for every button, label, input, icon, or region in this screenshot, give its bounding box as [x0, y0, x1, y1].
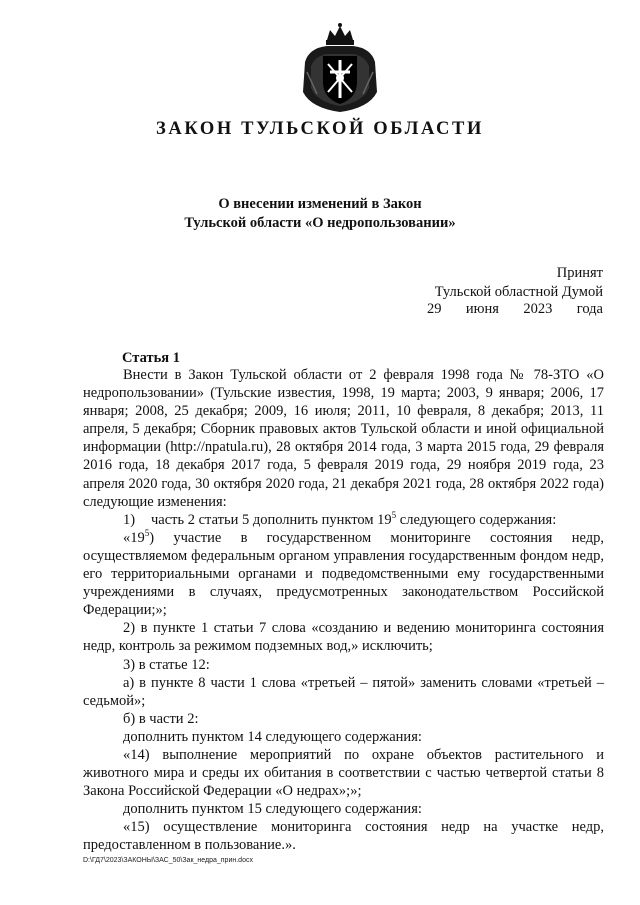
item-3: 3) в статье 12: — [123, 656, 210, 673]
article-heading: Статья 1 — [122, 350, 180, 366]
add-point-14: дополнить пунктом 14 следующего содержания: — [123, 728, 422, 745]
item-3a: а) в пункте 8 части 1 слова «третьей – пятой» заменить словами «третьей – седьмой»; — [83, 674, 604, 709]
intro-paragraph: Внести в Закон Тульской области от 2 февраля 1998 года № 78-ЗТО «О недропользовании» (Тульские известия, 1998, 19 марта; 2003, 9 января; 2006, 17 января; 2008, 25 декабря; 2009, 16 июля; 2011, 10 февраля, 8 декабря; 2013, 11 апреля, 5 декабря; Сборник правовых актов Тульской области и иной официальной информации (http://npatula.ru), 28 октября 2014 года, 3 марта 2015 года, 29 февраля 2016 года, 18 декабря 2017 года, 5 февраля 2019 года, 29 ноября 2019 года, 23 апреля 2020 года, 30 октября 2020 года, 21 декабря 2021 года, 28 октября 2022 года) следующие изменения: — [83, 367, 604, 510]
item-3b: б) в части 2: — [123, 710, 199, 727]
coat-of-arms-emblem — [297, 22, 383, 114]
adoption-day: 29 — [427, 301, 442, 317]
item-1-quote: «$19^5$) участие в государственном мониторинге состояния недр, осуществляемом федеральным органом управления государственным фондом недр, его территориальными органами и подведомственными ему государственными учреждениями в случаях, предусмотренных законодательством Российской Федерации;»; — [83, 528, 604, 619]
document-subtitle-line2: Тульской области «О недропользовании» — [184, 215, 456, 231]
file-path-footer: D:\ГД7\2023\ЗАКОНЫ\ЗАС_50\Зак_недра_прин.docx — [83, 857, 253, 864]
point-15-quote: «15) осуществление мониторинга состояния недр на участке недр, предоставленном в пользование.». — [83, 819, 604, 854]
adopted-by: Тульской областной Думой — [434, 284, 603, 300]
adoption-date — [427, 301, 603, 318]
adoption-month: июня — [465, 301, 499, 317]
article-body — [83, 366, 604, 855]
adoption-year: 2023 — [523, 301, 553, 317]
law-title: ЗАКОН ТУЛЬСКОЙ ОБЛАСТИ — [156, 119, 484, 139]
item-2: 2) в пункте 1 статьи 7 слова «созданию и ведению мониторинга состояния недр, контроль за режимом подземных вод,» исключить; — [83, 620, 604, 655]
point-14-quote: «14) выполнение мероприятий по охране объектов растительного и животного мира и среды их обитания в соответствии с частью четвертой статьи 8 Закона Российской Федерации «О недрах»;»; — [83, 746, 604, 800]
adopted-label: Принят — [556, 265, 603, 281]
item-1: 1) часть 2 статьи 5 дополнить пунктом $19^5$ следующего содержания: — [123, 509, 557, 528]
adoption-year-word: года — [576, 301, 603, 317]
document-subtitle-line1: О внесении изменений в Закон — [218, 196, 422, 212]
add-point-15: дополнить пунктом 15 следующего содержания: — [123, 801, 422, 818]
